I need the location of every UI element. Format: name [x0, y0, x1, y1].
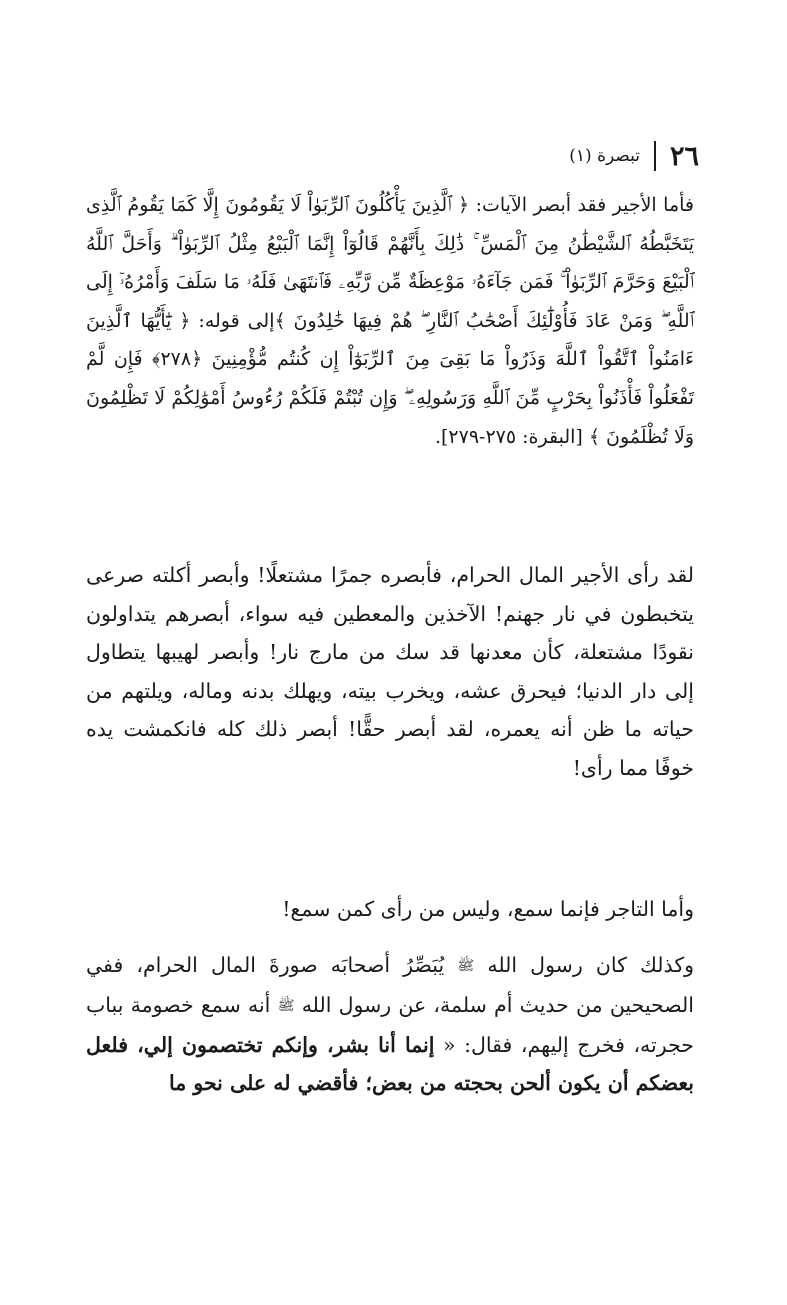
- paragraph-hadith: [86, 946, 694, 1103]
- paragraph-merchant: وأما التاجر فإنما سمع، وليس من رأى كمن سمع!: [282, 897, 694, 921]
- quran-verse-278-279: يَٰٓأَيُّهَا ٱلَّذِينَ ءَامَنُواْ ٱتَّقُواْ ٱللَّهَ وَذَرُواْ مَا بَقِىَ مِنَ ٱلرِّبَوٰٓاْ إِن كُنتُم مُّؤْمِنِينَ ﴿٢٧٨﴾ فَإِن لَّمْ تَفْعَلُواْ فَأْذَنُواْ بِحَرْبٍ مِّنَ ٱللَّهِ وَرَسُولِهِۦ ۖ وَإِن تُبْتُمْ فَلَكُمْ رُءُوسُ أَمْوَٰلِكُمْ لَا تَظْلِمُونَ وَلَا تُظْلَمُونَ: [86, 309, 694, 448]
- paragraph-hadith-part-1: وكذلك كان رسول الله: [487, 953, 694, 977]
- paragraph-hadith-part-2: يُبَصِّرُ أصحابَه صورةَ المال الحرام، ففي الصحيحين من حديث أم سلمة، عن رسول الله: [86, 953, 694, 1017]
- quran-quotation: [86, 186, 694, 456]
- paragraph-hadith-part-3: أنه سمع خصومة بباب حجرته، فخرج إليهم، فقال: «: [86, 992, 694, 1057]
- hadith-quote: إنما أنا بشر، وإنكم تختصمون إلي، فلعل بعضكم أن يكون ألحن بحجته من بعض؛ فأقضي له على نحو ما: [86, 1032, 694, 1095]
- header-divider: [654, 141, 656, 171]
- salutation-mark: ﷺ: [277, 998, 295, 1014]
- quran-verse-275: ٱلَّذِينَ يَأْكُلُونَ ٱلرِّبَوٰاْ لَا يَقُومُونَ إِلَّا كَمَا يَقُومُ ٱلَّذِى يَتَخَبَّطُهُ ٱلشَّيْطَٰنُ مِنَ ٱلْمَسِّ ۚ ذَٰلِكَ بِأَنَّهُمْ قَالُوٓاْ إِنَّمَا ٱلْبَيْعُ مِثْلُ ٱلرِّبَوٰاْ ۗ وَأَحَلَّ ٱللَّهُ ٱلْبَيْعَ وَحَرَّمَ ٱلرِّبَوٰاْ ۚ فَمَن جَآءَهُۥ مَوْعِظَةٌ مِّن رَّبِّهِۦ فَٱنتَهَىٰ فَلَهُۥ مَا سَلَفَ وَأَمْرُهُۥٓ إِلَى ٱللَّهِ ۖ وَمَنْ عَادَ فَأُوْلَٰٓئِكَ أَصْحَٰبُ ٱلنَّارِ ۖ هُمْ فِيهَا خَٰلِدُونَ: [86, 194, 694, 332]
- quran-citation: ﴾ [البقرة: ٢٧٥-٢٧٩].: [434, 425, 600, 448]
- quran-connector: ﴾إلى قوله: ﴿: [179, 309, 286, 332]
- salutation-mark: ﷺ: [457, 958, 475, 975]
- paragraph-worker: لقد رأى الأجير المال الحرام، فأبصره جمرًا مشتعلًا! وأبصر أكلته صرعى يتخبطون في نار جهنم! الآخذين والمعطين فيه سواء، أبصرهم يتداولون نقودًا مشتعلة، كأن معدنها قد سك من مارج نار! وأبصر لهيبها يتطاول إلى دار الدنيا؛ فيحرق عشه، ويخرب بيته، ويهلك بدنه وماله، ويلتهم من حياته ما ظن أنه يعمره، لقد أبصر حقًّا! أبصر ذلك كله فانكمشت يده خوفًا مما رأى!: [86, 563, 694, 780]
- page-number: ٢٦: [669, 140, 699, 172]
- running-title: تبصرة (١): [569, 145, 640, 166]
- page-header: [79, 136, 699, 176]
- quran-intro: فأما الأجير فقد أبصر الآيات: ﴿: [458, 194, 694, 216]
